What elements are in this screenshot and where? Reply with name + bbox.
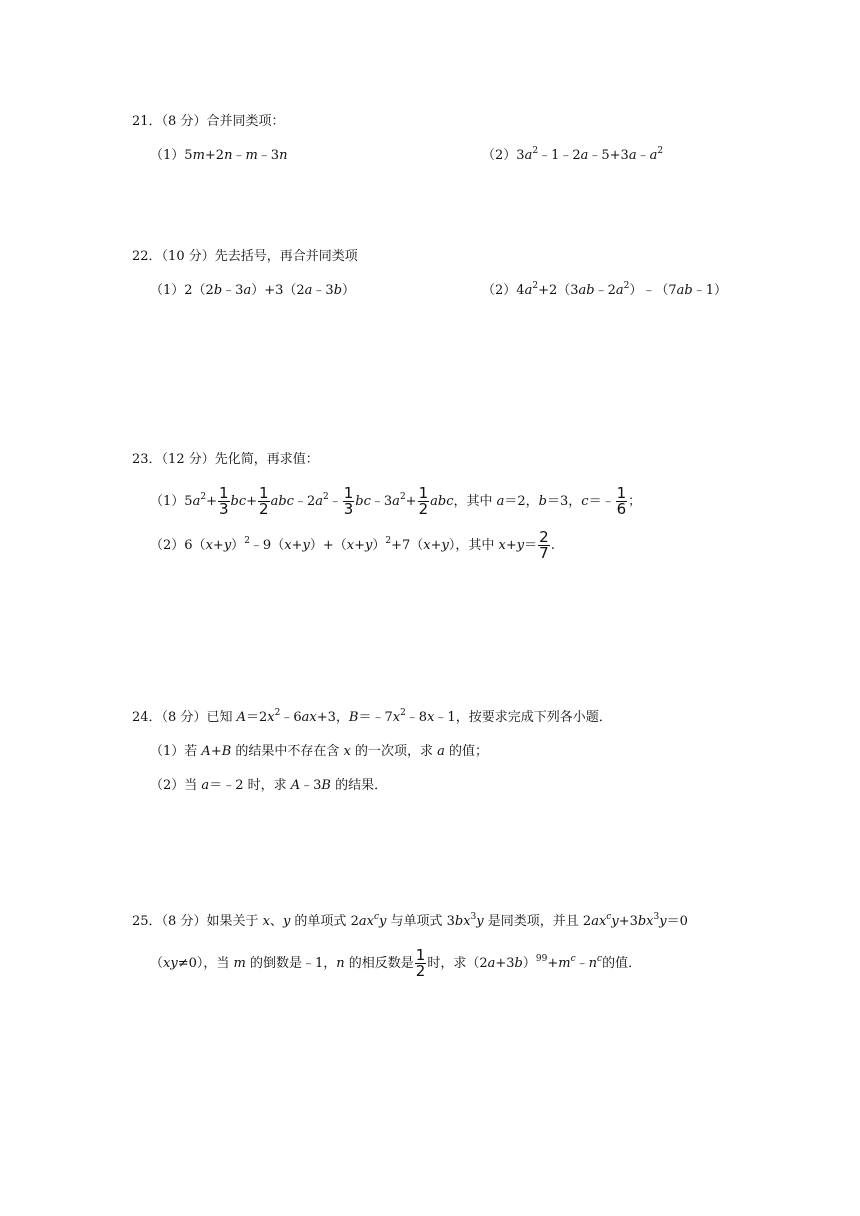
q23-part1: $(1)5a^2+$ $\frac{1}{3}$ bc+ $\frac{1}{2}$ $abc﹣2a^2﹣$ $\frac{1}{3}$ $bc﹣3a^2+$ $\frac{1}{2}$ abc，其中 a＝2，b＝3，c＝﹣ $\frac{1}{6}$ ； [150, 484, 642, 518]
fraction-one-third: $\frac{1}{3}$ [343, 484, 354, 518]
q25-line2: （xy≠0），当 m 的倒数是﹣1，n 的相反数是 $\frac{1}{2}$ 时，求$(2a+3b)^{99}+m^c﹣n^c$的值． [150, 946, 642, 980]
q21-part1: （1）5m+2n﹣m﹣3n [150, 148, 288, 163]
fraction-one-half: $\frac{1}{2}$ [418, 484, 429, 518]
q21-header: 21．（8 分）合并同类项： [132, 114, 285, 129]
q22-part2: $(2)4a^2+2(3ab﹣2a^2)﹣(7ab﹣1)$ [482, 281, 727, 298]
q23-part2: $(2)6(x+y)^2﹣9(x+y)+(x+y)^2+7(x+y)$，其中 x+y＝ $\frac{2}{7}$ . [150, 528, 555, 562]
q22-part1: （1）2（2b﹣3a）+3（2a﹣3b） [150, 283, 356, 298]
fraction-one-third: $\frac{1}{3}$ [218, 484, 229, 518]
fraction-one-half: $\frac{1}{2}$ [415, 946, 426, 980]
fraction-one-sixth: $\frac{1}{6}$ [616, 484, 627, 518]
q24-part2: （2）当 a＝﹣2 时，求 A﹣3B 的结果． [150, 778, 388, 793]
q21-part2: $(2)3a^2﹣1﹣2a﹣5+3a﹣a^2$ [482, 146, 664, 163]
q22-header: 22．（10 分）先去括号，再合并同类项 [132, 249, 358, 264]
q23-header: 23．（12 分）先化简，再求值： [132, 452, 319, 467]
q24-part1: （1）若 A+B 的结果中不存在含 x 的一次项，求 a 的值； [150, 744, 489, 759]
q24-header: 24．（8 分）已知 $A=2x^2﹣6ax+3$，$B=﹣7x^2﹣8x﹣1$，按要求完成下列各小题． [132, 708, 612, 725]
fraction-one-half: $\frac{1}{2}$ [259, 484, 269, 518]
fraction-two-sevenths: $\frac{2}{7}$ [539, 528, 549, 562]
q25-line1: 25．（8 分）如果关于 x、y 的单项式 $2ax^cy$ 与单项式 $3bx^3y$ 是同类项，并且 $2ax^cy+3bx^3y=0$ [132, 912, 688, 929]
